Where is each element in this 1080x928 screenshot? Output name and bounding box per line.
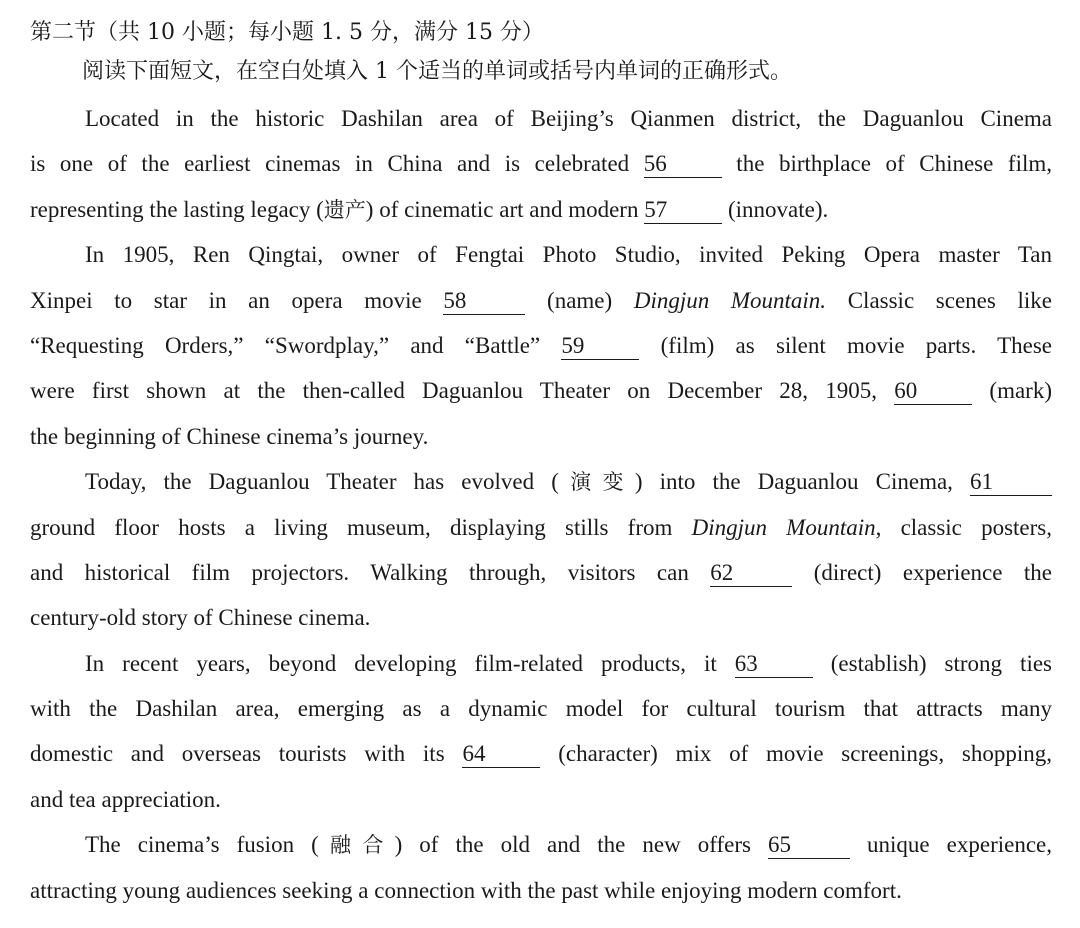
text-run: and historical film projectors. Walking through, visitors can [30, 559, 711, 585]
paragraph-line [30, 414, 1052, 459]
instruction-text: 阅读下面短文，在空白处填入 1 个适当的单词或括号内单词的正确形式。 [82, 59, 792, 84]
paragraph-line [30, 141, 1052, 186]
text-run: attracting young audiences seeking a connection with the past while enjoying modern comfort. [30, 877, 902, 903]
text-run: (establish) strong ties [812, 650, 1052, 676]
answer-blank-57[interactable]: 57 [644, 197, 722, 224]
answer-blank-58[interactable]: 58 [443, 288, 525, 315]
text-run: (innovate). [722, 196, 829, 222]
text-run: ) into the Daguanlou Cinema, [634, 469, 971, 495]
text-run: is one of the earliest cinemas in China and is celebrated [30, 151, 644, 177]
answer-blank-61[interactable]: 61 [970, 469, 1052, 496]
chinese-gloss: 演变 [558, 470, 635, 495]
paragraph-5 [30, 822, 1052, 913]
text-run: ) of cinematic art and modern [365, 196, 645, 222]
text-run: century-old story of Chinese cinema. [30, 605, 371, 631]
text-run: and tea appreciation. [30, 786, 221, 812]
paragraph-4 [30, 641, 1052, 823]
text-run: with the Dashilan area, emerging as a dynamic model for cultural tourism that attracts many [30, 696, 1052, 722]
paragraph-line [30, 686, 1052, 731]
section-heading: 第二节（共 10 小题；每小题 1. 5 分，满分 15 分） [30, 20, 544, 45]
text-run: were first shown at the then-called Daguanlou Theater on December 28, 1905, [30, 378, 895, 404]
paragraph-line [30, 505, 1052, 550]
paragraph-line [30, 641, 1052, 686]
paragraph-line [30, 822, 1052, 867]
text-run: “Requesting Orders,” “Swordplay,” and “Battle” [30, 332, 562, 358]
paragraph-line [30, 232, 1052, 277]
paragraph-line [30, 868, 1052, 913]
answer-blank-64[interactable]: 64 [462, 741, 540, 768]
text-run: In 1905, Ren Qingtai, owner of Fengtai Photo Studio, invited Peking Opera master Tan [85, 242, 1052, 268]
text-run: unique experience, [850, 832, 1052, 858]
answer-blank-60[interactable]: 60 [894, 378, 972, 405]
text-run: (name) [525, 287, 634, 313]
text-run: (mark) [972, 378, 1052, 404]
text-run: (direct) experience the [792, 559, 1052, 585]
text-run: The cinema’s fusion ( [85, 832, 319, 858]
paragraph-line [30, 278, 1052, 323]
chinese-gloss: 遗产 [323, 197, 366, 222]
text-run: (character) mix of movie screenings, shopping, [540, 741, 1052, 767]
paragraph-line [30, 323, 1052, 368]
answer-blank-59[interactable]: 59 [561, 333, 639, 360]
text-run: representing the lasting legacy ( [30, 196, 324, 222]
paragraph-3 [30, 459, 1052, 641]
answer-blank-65[interactable]: 65 [768, 832, 850, 859]
text-run: (film) as silent movie parts. These [639, 332, 1052, 358]
text-run: ground floor hosts a living museum, displaying stills from [30, 514, 692, 540]
answer-blank-56[interactable]: 56 [644, 151, 722, 178]
text-run: Xinpei to star in an opera movie [30, 287, 444, 313]
answer-blank-62[interactable]: 62 [710, 560, 792, 587]
movie-title: Dingjun Mountain. [633, 287, 827, 313]
text-run: the birthplace of Chinese film, [721, 151, 1052, 177]
paragraph-line [30, 550, 1052, 595]
paragraph-line [30, 731, 1052, 776]
chinese-gloss: 融合 [318, 833, 395, 858]
text-run: Classic scenes like [826, 287, 1052, 313]
text-run: Located in the historic Dashilan area of Beijing’s Qianmen district, the Daguanlou Cinema [85, 106, 1052, 131]
paragraph-line [30, 777, 1052, 822]
text-run: Today, the Daguanlou Theater has evolved ( [85, 469, 559, 495]
paragraph-2 [30, 232, 1052, 459]
answer-blank-63[interactable]: 63 [735, 651, 813, 678]
text-run: , classic posters, [875, 514, 1053, 540]
movie-title: Dingjun Mountain [691, 514, 876, 540]
text-run: ) of the old and the new offers [394, 832, 768, 858]
text-run: In recent years, beyond developing film-related products, it [85, 650, 735, 676]
paragraph-line [30, 459, 1052, 504]
paragraph-line [30, 187, 1052, 232]
text-run: the beginning of Chinese cinema’s journey. [30, 423, 429, 449]
text-run: domestic and overseas tourists with its [30, 741, 463, 767]
paragraph-line [30, 595, 1052, 640]
paragraph-1 [30, 96, 1052, 232]
paragraph-line [30, 368, 1052, 413]
paragraph-line [30, 96, 1052, 141]
